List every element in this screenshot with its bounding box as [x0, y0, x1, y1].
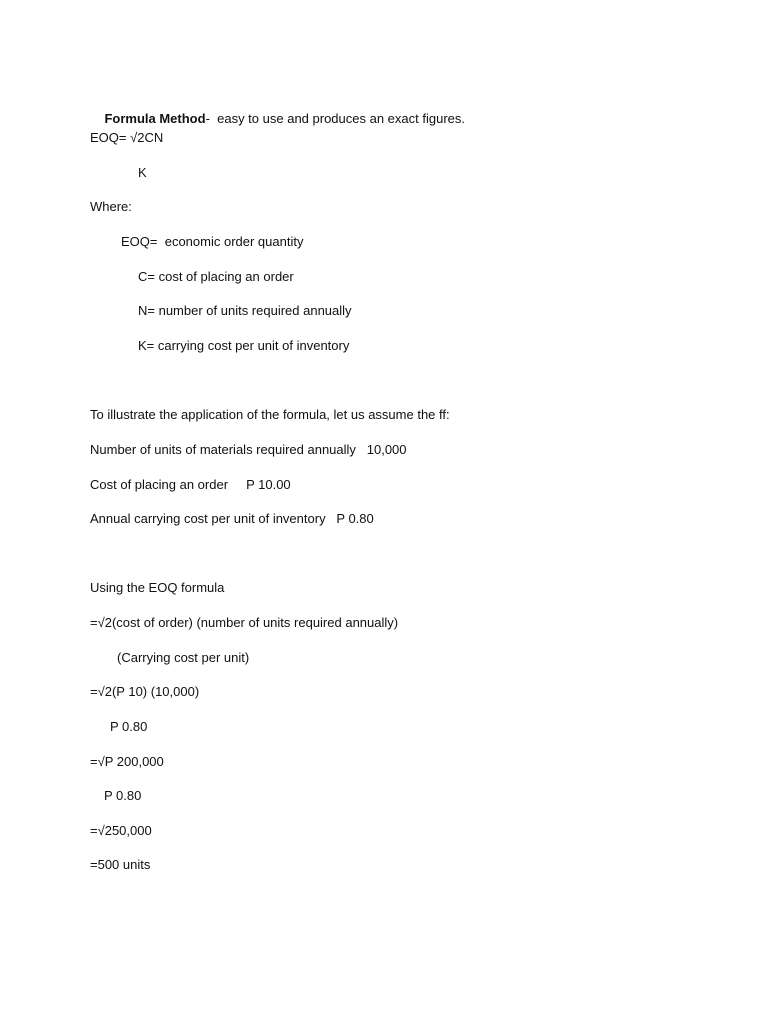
heading-description: - easy to use and produces an exact figures.	[205, 111, 465, 126]
computation-step-numerator-values: =√2(P 10) (10,000)	[90, 684, 200, 699]
computation-step-numerator-general: =√2(cost of order) (number of units required annually)	[90, 615, 399, 630]
assumption-carrying-cost: Annual carrying cost per unit of inventory P 0.80	[90, 511, 374, 526]
computation-step-product-denominator: P 0.80	[104, 788, 142, 803]
definition-c: C= cost of placing an order	[138, 269, 294, 284]
formula-numerator: EOQ= √2CN	[90, 130, 164, 145]
computation-step-denominator-values: P 0.80	[110, 719, 148, 734]
computation-step-denominator-general: (Carrying cost per unit)	[117, 650, 250, 665]
formula-denominator: K	[138, 165, 147, 180]
definition-n: N= number of units required annually	[138, 303, 352, 318]
assumption-order-cost: Cost of placing an order P 10.00	[90, 477, 291, 492]
definition-eoq: EOQ= economic order quantity	[121, 234, 304, 249]
illustration-intro: To illustrate the application of the formula, let us assume the ff:	[90, 407, 450, 422]
definition-k: K= carrying cost per unit of inventory	[138, 338, 350, 353]
computation-step-quotient: =√250,000	[90, 823, 152, 838]
computation-step-product: =√P 200,000	[90, 754, 164, 769]
computation-result: =500 units	[90, 857, 151, 872]
assumption-units: Number of units of materials required annually 10,000	[90, 442, 407, 457]
where-label: Where:	[90, 199, 132, 214]
heading-title: Formula Method	[104, 111, 206, 126]
computation-intro: Using the EOQ formula	[90, 580, 225, 595]
